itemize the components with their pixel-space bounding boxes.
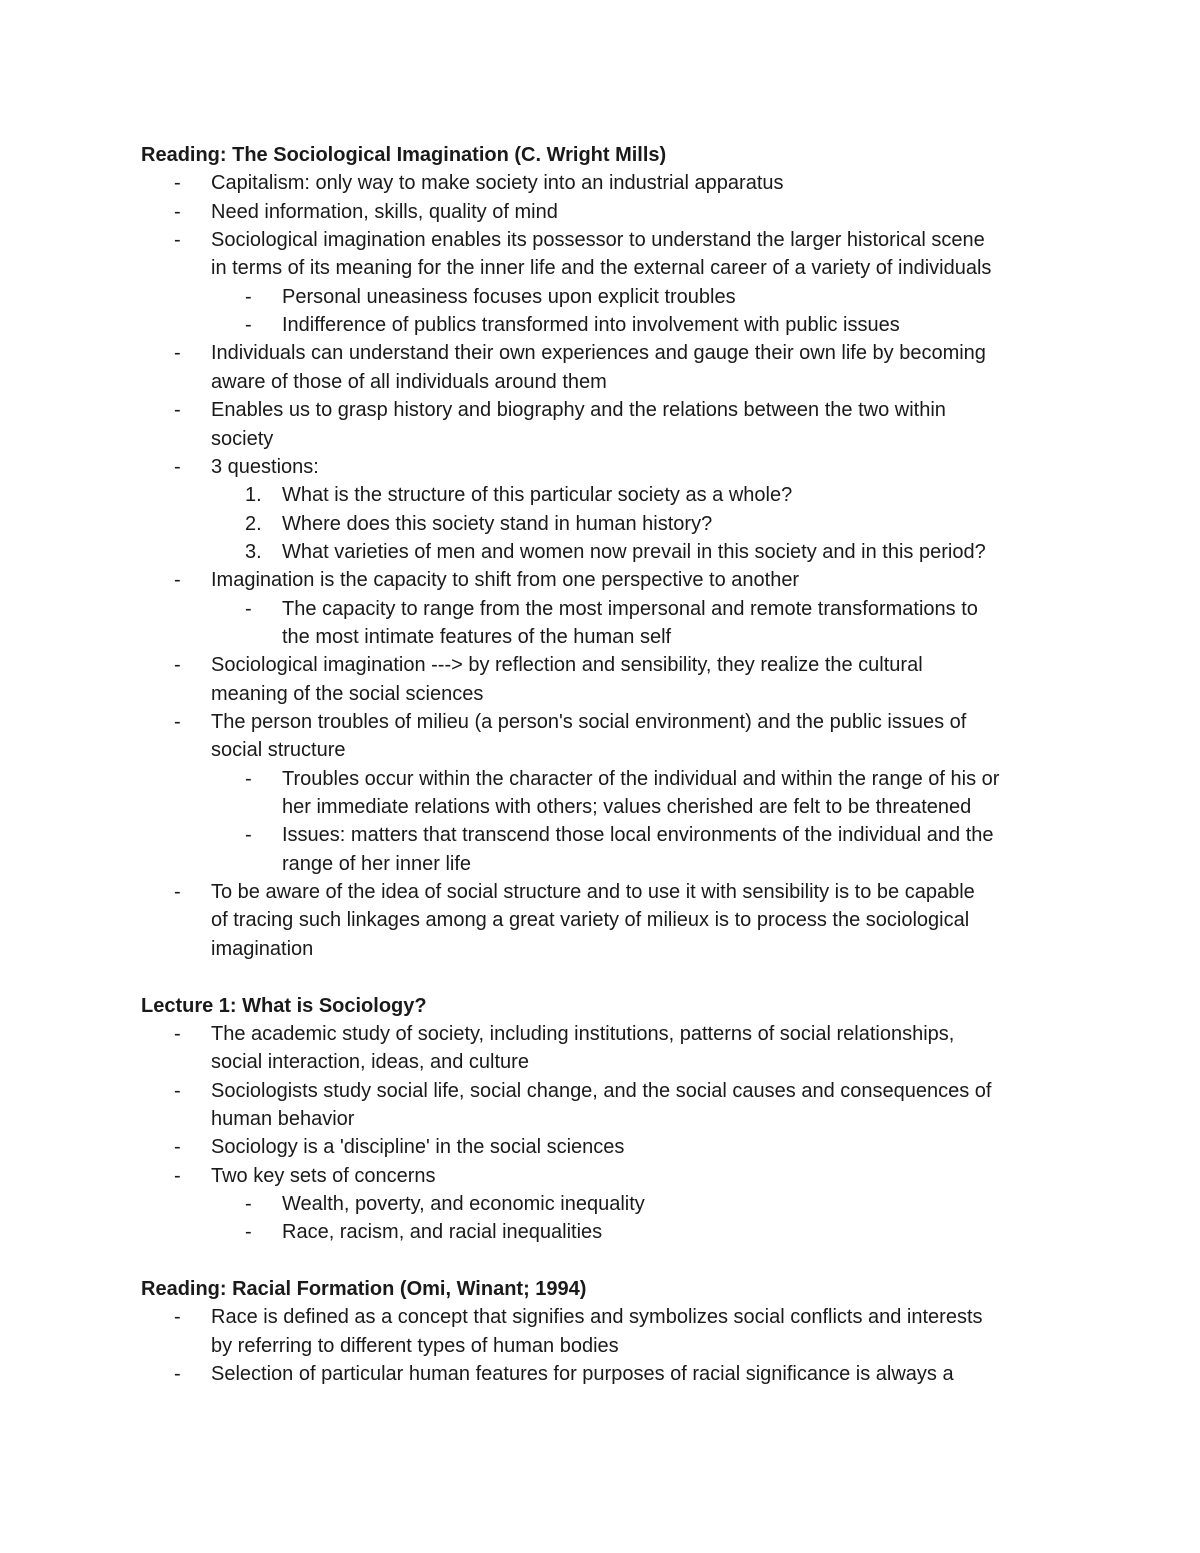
sub-list-item-text: the most intimate features of the human self [282, 625, 672, 648]
bullet-marker: 1. [245, 484, 262, 507]
list-item-text: Individuals can understand their own experiences and gauge their own life by becoming [211, 342, 986, 365]
bullet-marker: - [174, 1022, 181, 1045]
bullet-marker: - [174, 881, 181, 904]
list-item-text: social structure [211, 739, 346, 762]
list-item-text: The academic study of society, including institutions, patterns of social relationships, [211, 1022, 955, 1045]
bullet-marker: - [174, 1306, 181, 1329]
bullet-marker: - [174, 654, 181, 677]
list-item-text: of tracing such linkages among a great variety of milieux is to process the sociological [211, 909, 970, 932]
list-item-text: social interaction, ideas, and culture [211, 1051, 529, 1074]
bullet-marker: - [174, 455, 181, 478]
list-item-text: Two key sets of concerns [211, 1164, 436, 1187]
list-item-text: Sociology is a 'discipline' in the social sciences [211, 1136, 625, 1159]
bullet-marker: - [174, 1136, 181, 1159]
bullet-marker: - [245, 597, 252, 620]
list-item-text: Sociological imagination enables its possessor to understand the larger historical scene [211, 229, 985, 252]
bullet-marker: - [245, 1192, 252, 1215]
list-item-text: by referring to different types of human bodies [211, 1334, 619, 1357]
list-item-text: aware of those of all individuals around them [211, 370, 607, 393]
list-item-text: Capitalism: only way to make society into an industrial apparatus [211, 172, 784, 195]
sub-list-item-text: range of her inner life [282, 852, 472, 875]
sub-list-item-text: Where does this society stand in human history? [282, 512, 713, 535]
section-heading: Lecture 1: What is Sociology? [141, 994, 427, 1017]
bullet-marker: - [245, 767, 252, 790]
sub-list-item-text: What varieties of men and women now prevail in this society and in this period? [282, 540, 986, 563]
list-item-text: Need information, skills, quality of mind [211, 200, 558, 223]
list-item-text: The person troubles of milieu (a person's social environment) and the public issues of [211, 711, 967, 733]
list-item-text: in terms of its meaning for the inner life and the external career of a variety of individuals [211, 257, 992, 280]
list-item-text: society [211, 427, 274, 450]
list-item-text: Sociologists study social life, social change, and the social causes and consequences of [211, 1079, 992, 1102]
bullet-marker: - [245, 1221, 252, 1244]
sub-list-item-text: Wealth, poverty, and economic inequality [282, 1192, 645, 1215]
bullet-marker: 2. [245, 512, 262, 535]
sub-list-item-text: Indifference of publics transformed into involvement with public issues [282, 314, 900, 337]
bullet-marker: - [174, 172, 181, 195]
bullet-marker: - [174, 229, 181, 252]
sub-list-item-text: Personal uneasiness focuses upon explicit troubles [282, 285, 736, 308]
bullet-marker: - [245, 824, 252, 847]
list-item-text: human behavior [211, 1107, 355, 1130]
bullet-marker: - [245, 285, 252, 308]
bullet-marker: - [174, 1363, 181, 1386]
sub-list-item-text: The capacity to range from the most impersonal and remote transformations to [282, 597, 978, 620]
list-item-text: Sociological imagination ---> by reflection and sensibility, they realize the cultural [211, 654, 923, 677]
sub-list-item-text: Troubles occur within the character of the individual and within the range of his or [282, 767, 1000, 790]
list-item-text: 3 questions: [211, 455, 319, 478]
bullet-marker: - [174, 342, 181, 365]
section-heading: Reading: The Sociological Imagination (C. Wright Mills) [141, 144, 667, 166]
list-item-text: imagination [211, 937, 314, 960]
bullet-marker: - [174, 1079, 181, 1102]
bullet-marker: 3. [245, 540, 262, 563]
list-item-text: To be aware of the idea of social structure and to use it with sensibility is to be capable [211, 881, 975, 904]
list-item-text: meaning of the social sciences [211, 682, 484, 705]
bullet-marker: - [174, 711, 181, 733]
sub-list-item-text: her immediate relations with others; values cherished are felt to be threatened [282, 796, 972, 819]
bullet-marker: - [174, 399, 181, 422]
list-item-text: Imagination is the capacity to shift from one perspective to another [211, 569, 800, 592]
sub-list-item-text: Race, racism, and racial inequalities [282, 1221, 603, 1244]
sub-list-item-text: Issues: matters that transcend those local environments of the individual and the [282, 824, 994, 847]
bullet-marker: - [174, 200, 181, 223]
section-heading: Reading: Racial Formation (Omi, Winant; 1994) [141, 1278, 587, 1300]
list-item-text: Race is defined as a concept that signifies and symbolizes social conflicts and interests [211, 1306, 983, 1329]
sub-list-item-text: What is the structure of this particular society as a whole? [282, 484, 793, 507]
bullet-marker: - [245, 314, 252, 337]
bullet-marker: - [174, 1164, 181, 1187]
list-item-text: Enables us to grasp history and biography and the relations between the two within [211, 399, 946, 422]
bullet-marker: - [174, 569, 181, 592]
list-item-text: Selection of particular human features for purposes of racial significance is always a [211, 1363, 954, 1386]
